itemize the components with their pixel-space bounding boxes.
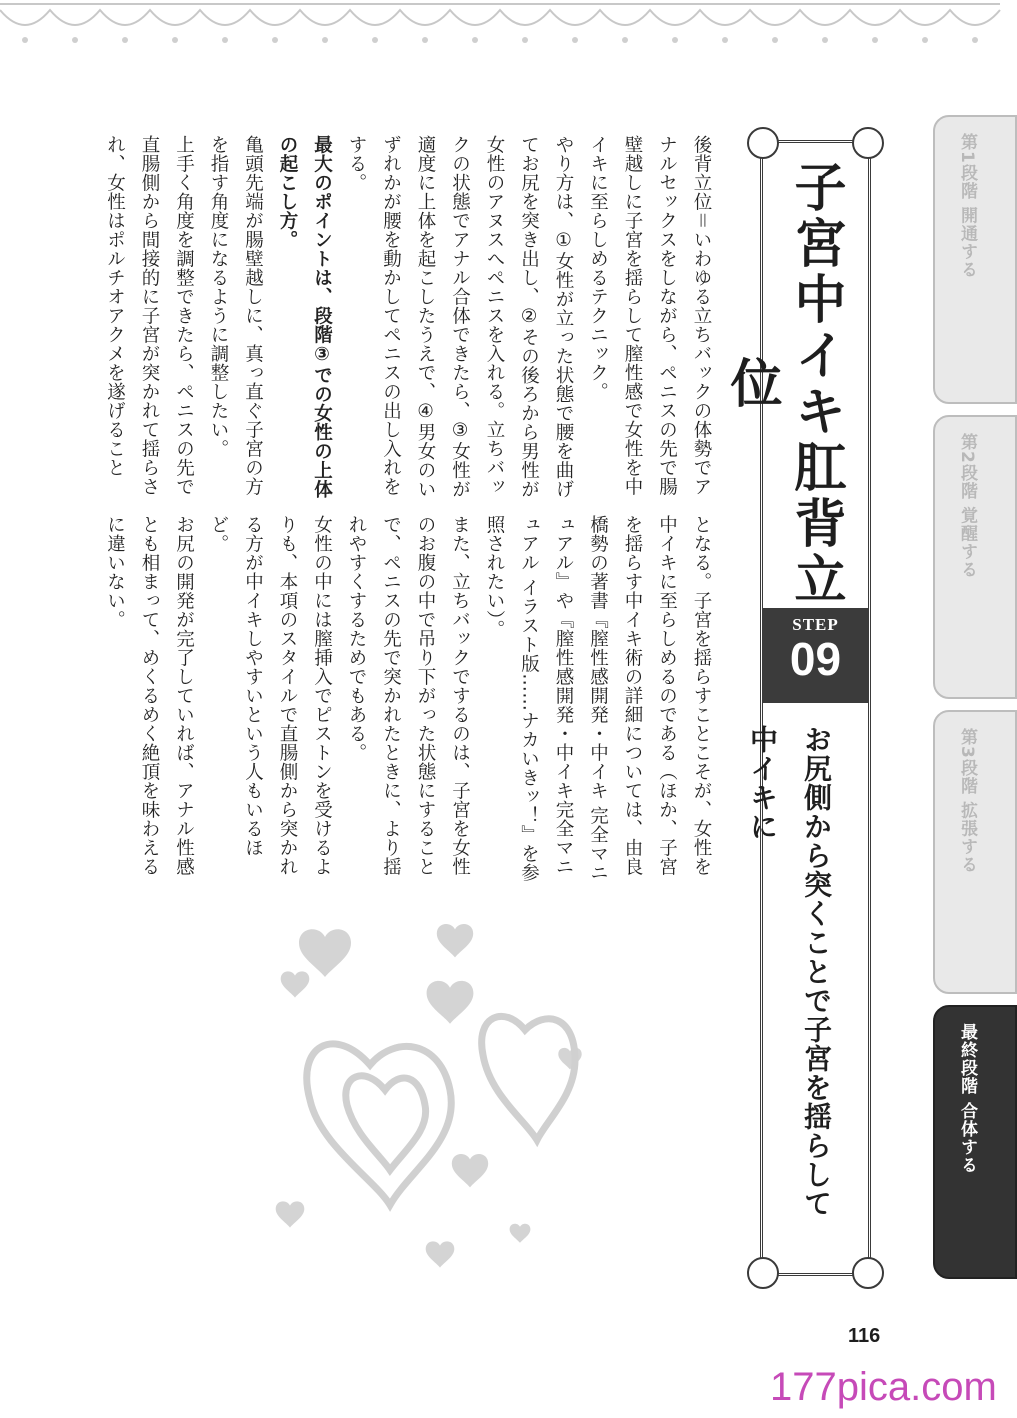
step-label: STEP xyxy=(792,615,839,634)
lace-border-decoration xyxy=(0,0,1000,62)
paragraph: また、立ちバックでするのは、子宮を女性のお腹の中で吊り下がった状態にすることで、ペニスの先で突かれたときに、より揺れやすくするためでもある。 xyxy=(346,515,471,876)
step-badge xyxy=(763,608,868,703)
heart-cluster-decoration xyxy=(275,915,585,1295)
tab-final-stage[interactable] xyxy=(933,1005,1017,1279)
paragraph: やり方は、①女性が立った状態で腰を曲げてお尻を突き出し、②その後ろから男性が女性のアヌスへペニスを入れる。立ちバックの状態でアナル合体できたら、③女性が適度に上体を起こしたうえで、④男女のいずれかが腰を動かしてペニスの出し入れをする。 xyxy=(346,135,574,499)
tab-stage-3[interactable] xyxy=(933,710,1017,994)
page-subtitle: お尻側から突くことで子宮を揺らして中イキに xyxy=(746,725,833,1218)
step-number: 09 xyxy=(789,633,842,685)
corner-ornament xyxy=(852,1257,884,1289)
tab-label: 最終段階 合体する xyxy=(957,1023,977,1174)
tab-label: 第2段階 覚醒する xyxy=(957,433,977,579)
corner-ornament xyxy=(852,127,884,159)
tab-stage-2[interactable] xyxy=(933,415,1017,699)
corner-ornament xyxy=(747,127,779,159)
corner-ornament xyxy=(747,1257,779,1289)
title-panel xyxy=(721,140,871,1276)
page-title: 子宮中イキ肛背立位 xyxy=(721,160,845,608)
paragraph: 亀頭先端が腸壁越しに、真っ直ぐ子宮の方を指す角度になるように調整したい。 xyxy=(208,135,264,496)
paragraph: 上手く角度を調整できたら、ペニスの先で直腸側から間接的に子宮が突かれて揺らされ、女性はポルチオアクメを遂げること xyxy=(104,135,195,496)
watermark: 177pica.com xyxy=(770,1365,997,1409)
paragraph: お尻の開発が完了していれば、アナル性感とも相まって、めくるめく絶頂を味わえるに違いない。 xyxy=(104,515,195,876)
body-text-upper xyxy=(104,135,718,507)
tab-label: 第1段階 開通する xyxy=(957,133,977,279)
tab-label: 第3段階 拡張する xyxy=(957,728,977,874)
page-number: 116 xyxy=(848,1325,881,1347)
paragraph: 最大のポイントは、段階③での女性の上体の起こし方。 xyxy=(277,135,333,499)
paragraph: となる。子宮を揺らすことこそが、女性を中イキに至らしめるのである（ほか、子宮を揺らす中イキ術の詳細については、由良橋勢の著書『膣性感開発・中イキ 完全マニュアル』や『膣性感開発・中イキ完全マニュアル イラスト版……ナカいきッ！』を参照されたい）。 xyxy=(484,515,712,883)
paragraph: 女性の中には膣挿入でピストンを受けるよりも、本項のスタイルで直腸側から突かれる方が中イキしやすいという人もいるほど。 xyxy=(208,515,333,876)
paragraph: 後背立位＝いわゆる立ちバックの体勢でアナルセックスをしながら、ペニスの先で腸壁越しに子宮を揺らして膣性感で女性を中イキに至らしめるテクニック。 xyxy=(587,135,712,497)
body-text-lower xyxy=(104,515,718,890)
tab-stage-1[interactable] xyxy=(933,115,1017,404)
